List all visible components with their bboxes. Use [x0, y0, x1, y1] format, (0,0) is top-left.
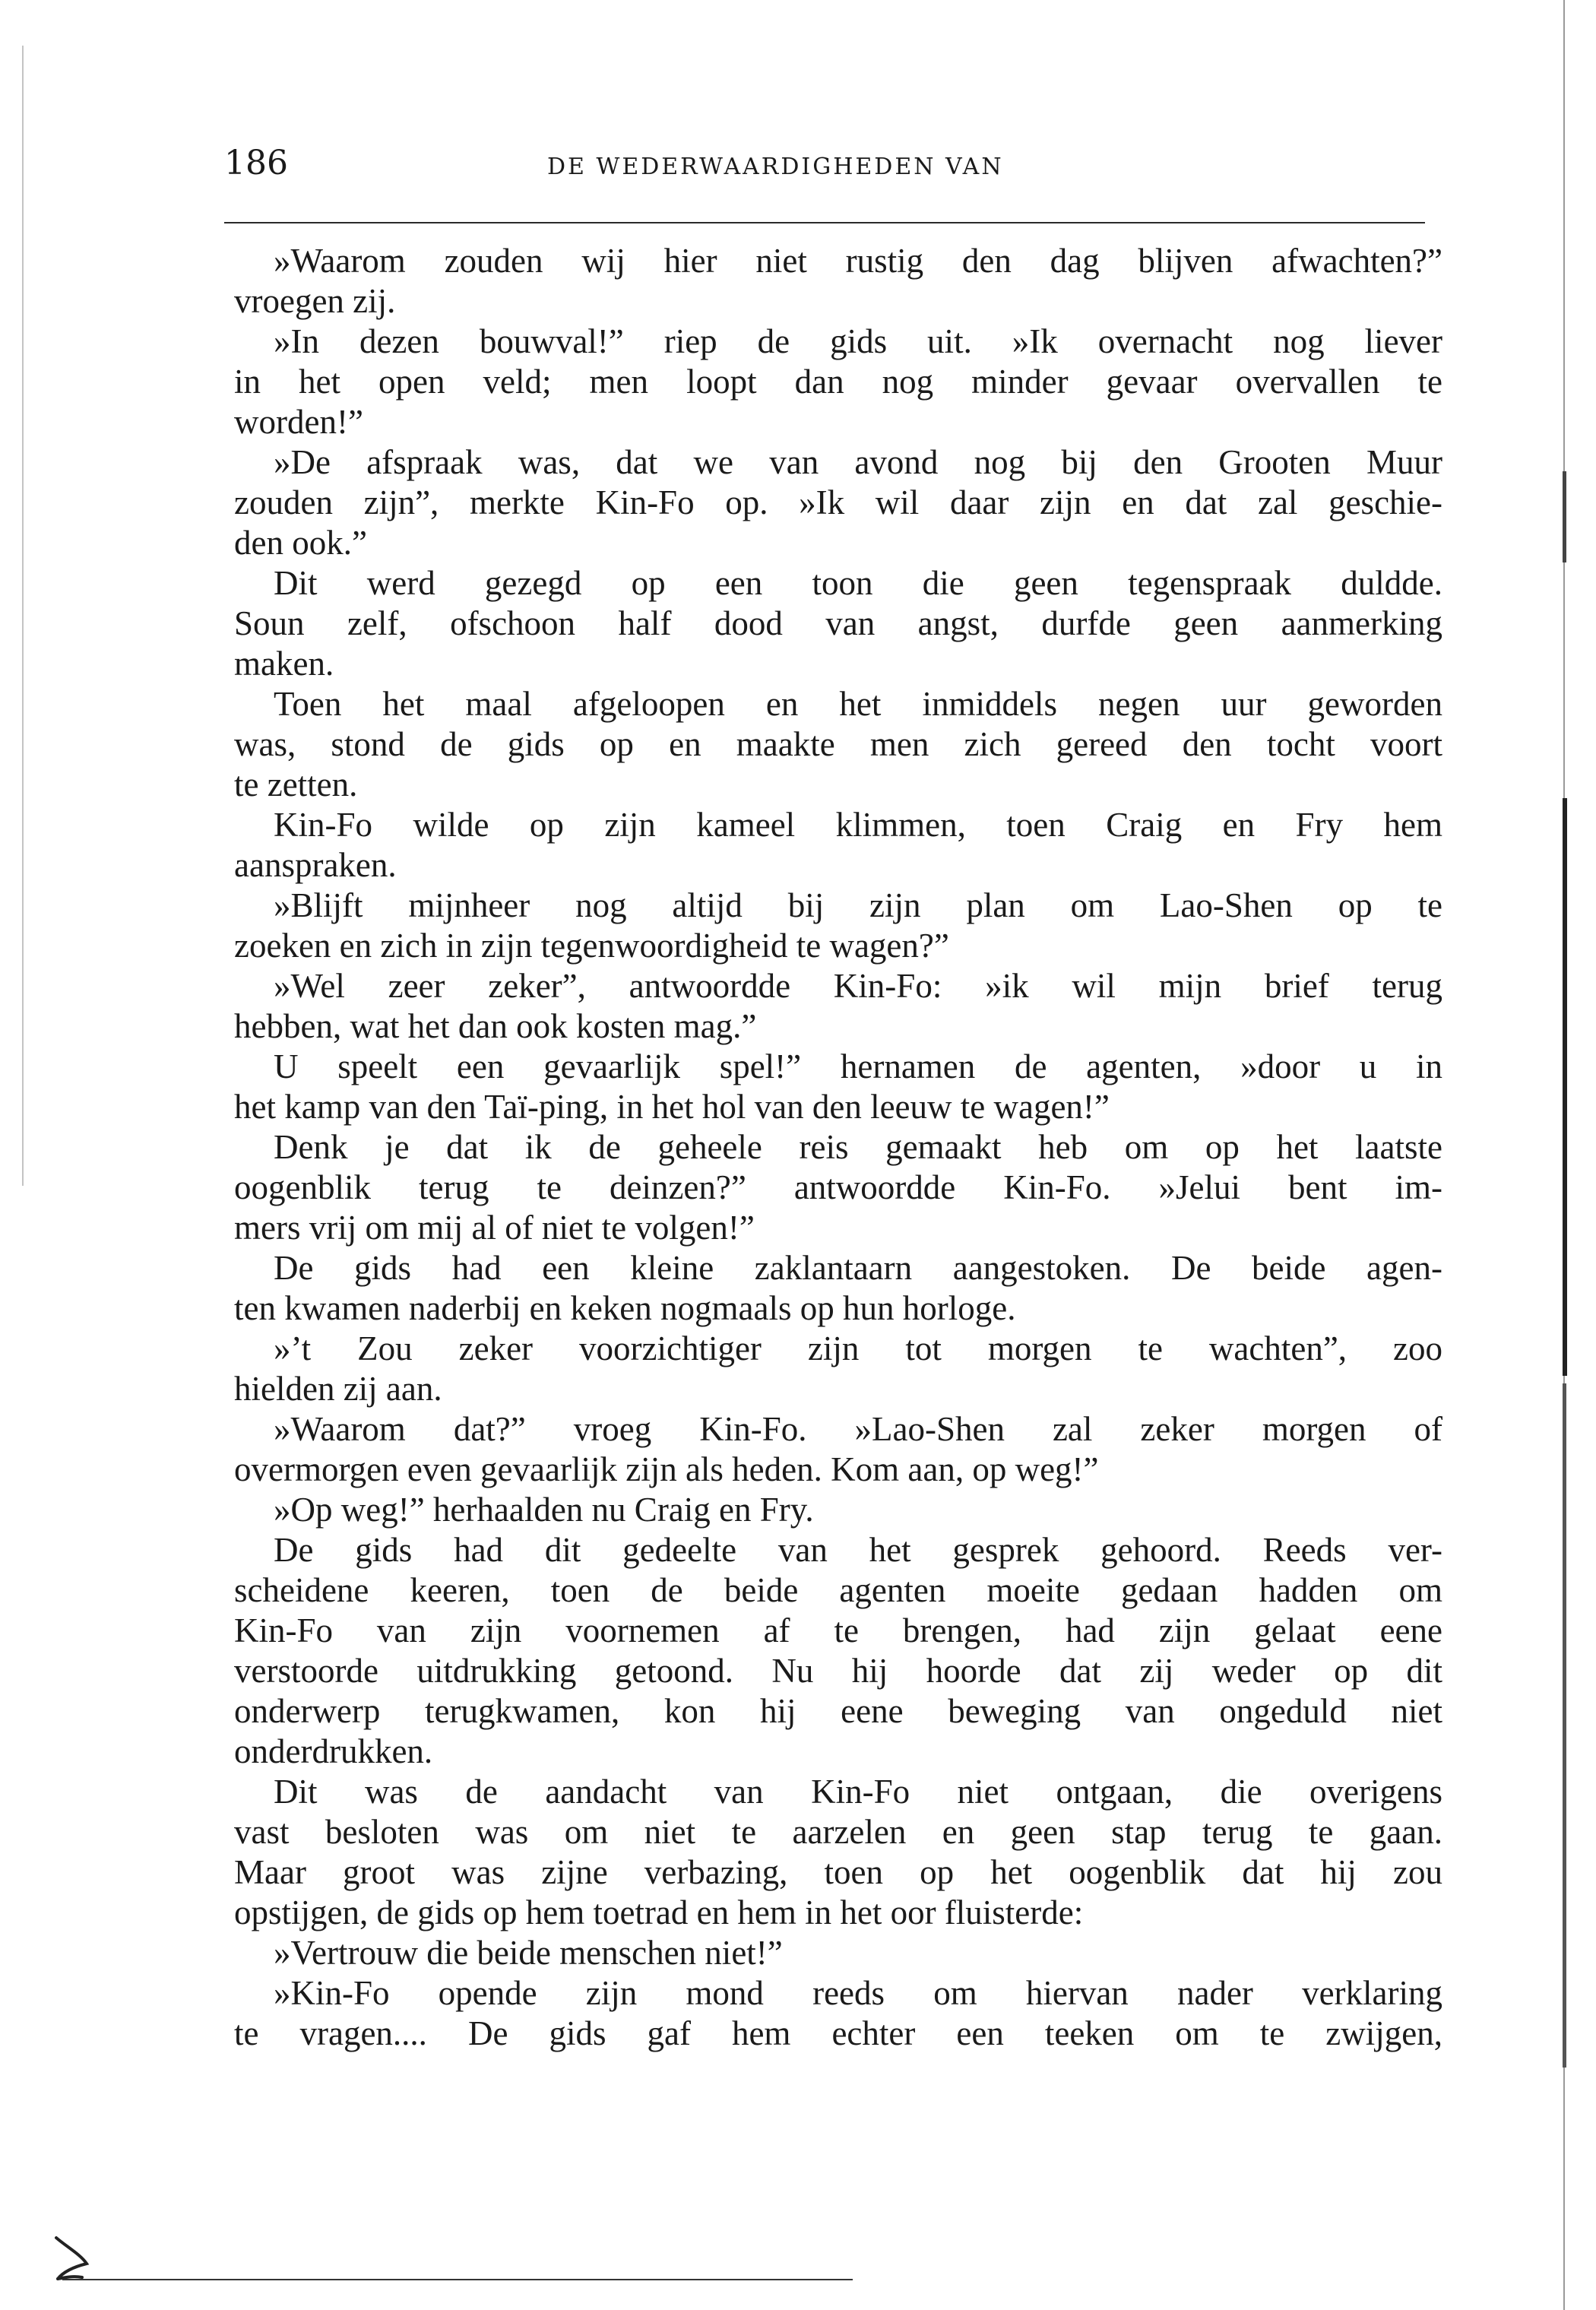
text-line: »’t Zou zeker voorzichtiger zijn tot morgen te wachten”, zoo: [274, 1329, 1442, 1367]
text-line: te vragen.... De gids gaf hem echter een teeken om te zwijgen,: [234, 2014, 1442, 2052]
text-line: »Waarom dat?” vroeg Kin-Fo. »Lao-Shen zal zeker morgen of: [274, 1410, 1442, 1448]
body-text: [234, 241, 1442, 2054]
text-line: Dit was de aandacht van Kin-Fo niet ontgaan, die overigens: [274, 1773, 1442, 1811]
text-line: vroegen zij.: [234, 282, 396, 320]
text-line: maken.: [234, 645, 334, 683]
text-line: in het open veld; men loopt dan nog minder gevaar overvallen te: [234, 363, 1442, 401]
text-line: ten kwamen naderbij en keken nogmaals op hun horloge.: [234, 1289, 1016, 1327]
text-line: scheidene keeren, toen de beide agenten moeite gedaan hadden om: [234, 1571, 1442, 1609]
text-line: »Wel zeer zeker”, antwoordde Kin-Fo: »ik wil mijn brief terug: [274, 967, 1442, 1005]
text-line: De gids had een kleine zaklantaarn aangestoken. De beide agen-: [274, 1249, 1442, 1287]
text-line: hebben, wat het dan ook kosten mag.”: [234, 1007, 757, 1045]
text-line: De gids had dit gedeelte van het gesprek gehoord. Reeds ver-: [274, 1531, 1442, 1569]
text-line: worden!”: [234, 403, 363, 441]
text-line: Maar groot was zijne verbazing, toen op het oogenblik dat hij zou: [234, 1853, 1442, 1891]
text-line: te zetten.: [234, 765, 358, 803]
text-line: opstijgen, de gids op hem toetrad en hem in het oor fluisterde:: [234, 1893, 1084, 1931]
pencil-mark-icon: [52, 2232, 97, 2285]
text-line: Kin-Fo van zijn voornemen af te brengen, had zijn gelaat eene: [234, 1611, 1442, 1649]
text-line: verstoorde uitdrukking getoond. Nu hij hoorde dat zij weder op dit: [234, 1652, 1442, 1690]
text-line: den ook.”: [234, 524, 367, 562]
text-line: mers vrij om mij al of niet te volgen!”: [234, 1209, 755, 1247]
text-line: »De afspraak was, dat we van avond nog bij den Grooten Muur: [274, 443, 1442, 481]
text-line: onderwerp terugkwamen, kon hij eene beweging van ongeduld niet: [234, 1692, 1442, 1730]
text-line: »Blijft mijnheer nog altijd bij zijn plan om Lao-Shen op te: [274, 886, 1442, 924]
text-line: »In dezen bouwval!” riep de gids uit. »Ik overnacht nog liever: [274, 322, 1442, 360]
text-line: »Op weg!” herhaalden nu Craig en Fry.: [274, 1491, 814, 1529]
text-line: vast besloten was om niet te aarzelen en geen stap terug te gaan.: [234, 1813, 1442, 1851]
text-line: hielden zij aan.: [234, 1370, 442, 1408]
header-rule: [224, 222, 1425, 223]
bottom-rule: [62, 2279, 853, 2280]
scan-edge-left: [21, 46, 24, 1186]
text-line: »Vertrouw die beide menschen niet!”: [274, 1934, 783, 1972]
text-line: U speelt een gevaarlijk spel!” hernamen de agenten, »door u in: [274, 1047, 1442, 1085]
page-number: 186: [224, 144, 288, 182]
text-line: Dit werd gezegd op een toon die geen tegenspraak duldde.: [274, 564, 1442, 602]
text-line: aanspraken.: [234, 846, 397, 884]
text-line: het kamp van den Taï-ping, in het hol van den leeuw te wagen!”: [234, 1088, 1110, 1126]
text-line: Toen het maal afgeloopen en het inmiddels negen uur geworden: [274, 685, 1442, 723]
text-line: oogenblik terug te deinzen?” antwoordde Kin-Fo. »Jelui bent im-: [234, 1168, 1442, 1206]
text-line: Denk je dat ik de geheele reis gemaakt heb om op het laatste: [274, 1128, 1442, 1166]
scan-edge-right: [1561, 0, 1569, 2310]
text-line: Kin-Fo wilde op zijn kameel klimmen, toen Craig en Fry hem: [274, 806, 1442, 844]
text-line: »Kin-Fo opende zijn mond reeds om hiervan nader verklaring: [274, 1974, 1442, 2012]
text-line: was, stond de gids op en maakte men zich gereed den tocht voort: [234, 725, 1442, 763]
text-line: overmorgen even gevaarlijk zijn als heden. Kom aan, op weg!”: [234, 1450, 1099, 1488]
running-title: DE WEDERWAARDIGHEDEN VAN: [547, 154, 1004, 180]
text-line: »Waarom zouden wij hier niet rustig den dag blijven afwachten?”: [274, 242, 1442, 280]
text-line: onderdrukken.: [234, 1732, 433, 1770]
text-line: Soun zelf, ofschoon half dood van angst, durfde geen aanmerking: [234, 604, 1442, 642]
text-line: zoeken en zich in zijn tegenwoordigheid te wagen?”: [234, 927, 949, 965]
text-line: zouden zijn”, merkte Kin-Fo op. »Ik wil daar zijn en dat zal geschie-: [234, 483, 1442, 521]
